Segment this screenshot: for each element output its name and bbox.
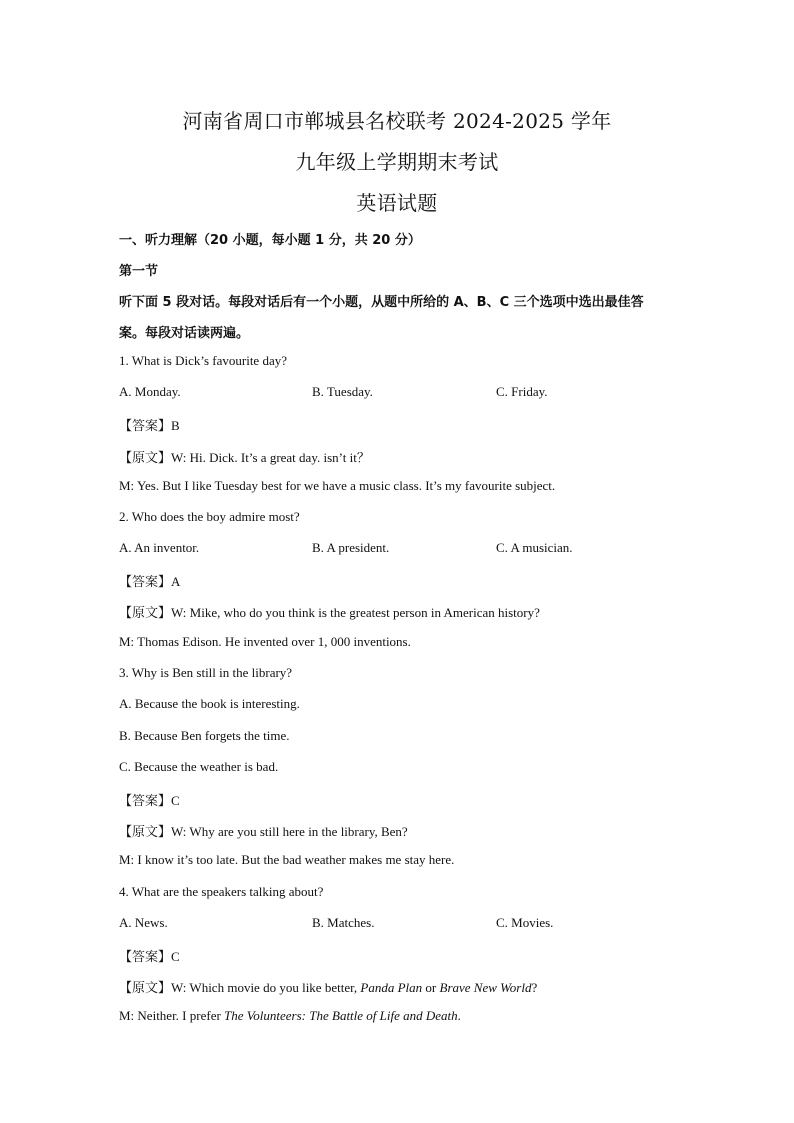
q2-answer: A [171,574,181,589]
q1-dialogue-m: M: Yes. But I like Tuesday best for we have a music class. It’s my favourite subject. [119,478,556,493]
q4-dialogue-m-post: . [457,1008,461,1023]
q1-source-w [119,447,370,466]
section-heading: 一、听力理解（20 小题，每小题 1 分，共 20 分） [119,233,421,248]
q4-dialogue-w-post: ? [531,980,538,995]
answer-label: 【答案】 [119,575,172,590]
q2-source-w [119,602,540,621]
q2-answer-line [119,571,180,590]
q4-option-c: C. Movies. [496,915,554,930]
question-3: 3. Why is Ben still in the library? [119,665,293,680]
question-2: 2. Who does the boy admire most? [119,509,300,524]
exam-title-line3: 英语试题 [356,191,438,215]
q4-dialogue-w-mid: or [422,980,440,995]
q4-dialogue-m-pre: M: Neither. I prefer [119,1008,225,1023]
answer-label: 【答案】 [119,419,172,434]
q2-dialogue-m: M: Thomas Edison. He invented over 1, 000 inventions. [119,634,411,649]
q3-option-a: A. Because the book is interesting. [119,696,300,711]
source-label: 【原文】 [119,451,172,466]
q4-movie-title-1: Panda Plan [360,980,423,995]
q4-option-a: A. News. [119,915,168,930]
q4-answer: C [171,949,180,964]
q4-dialogue-w-pre: W: Which movie do you like better, [171,980,361,995]
answer-label: 【答案】 [119,950,172,965]
q3-source-w [119,821,408,840]
q3-option-c: C. Because the weather is bad. [119,759,279,774]
source-label: 【原文】 [119,981,172,996]
q3-answer: C [171,793,180,808]
q4-source-w [119,977,537,996]
q2-option-a: A. An inventor. [119,540,200,555]
q2-dialogue-w: W: Mike, who do you think is the greatest person in American history? [171,605,540,620]
source-label: 【原文】 [119,606,172,621]
q3-answer-line [119,790,180,809]
section-part: 第一节 [119,264,159,279]
question-1: 1. What is Dick’s favourite day? [119,353,287,368]
q1-dialogue-w: W: Hi. Dick. It’s a great day. isn’t it？ [171,450,370,465]
answer-label: 【答案】 [119,794,172,809]
exam-title-line1: 河南省周口市郸城县名校联考 2024-2025 学年 [182,109,612,133]
q4-answer-line [119,946,180,965]
q1-answer-line [119,415,180,434]
instruction-line2: 案。每段对话读两遍。 [119,326,250,341]
q2-option-b: B. A president. [312,540,390,555]
q1-option-c: C. Friday. [496,384,548,399]
q4-movie-title-2: Brave New World [439,980,532,995]
question-4: 4. What are the speakers talking about? [119,884,324,899]
q3-dialogue-w: W: Why are you still here in the library, Ben? [171,824,408,839]
instruction-line1: 听下面 5 段对话。每段对话后有一个小题，从题中所给的 A、B、C 三个选项中选出最佳答 [119,295,644,310]
q3-option-b: B. Because Ben forgets the time. [119,728,290,743]
exam-title-line2: 九年级上学期期末考试 [295,150,499,174]
q3-dialogue-m: M: I know it’s too late. But the bad weather makes me stay here. [119,852,455,867]
q1-option-a: A. Monday. [119,384,181,399]
q1-option-b: B. Tuesday. [312,384,373,399]
q4-source-m [119,1008,461,1024]
q2-option-c: C. A musician. [496,540,573,555]
q4-movie-title-3: The Volunteers: The Battle of Life and Death [224,1008,458,1023]
q1-answer: B [171,418,180,433]
q4-option-b: B. Matches. [312,915,375,930]
source-label: 【原文】 [119,825,172,840]
